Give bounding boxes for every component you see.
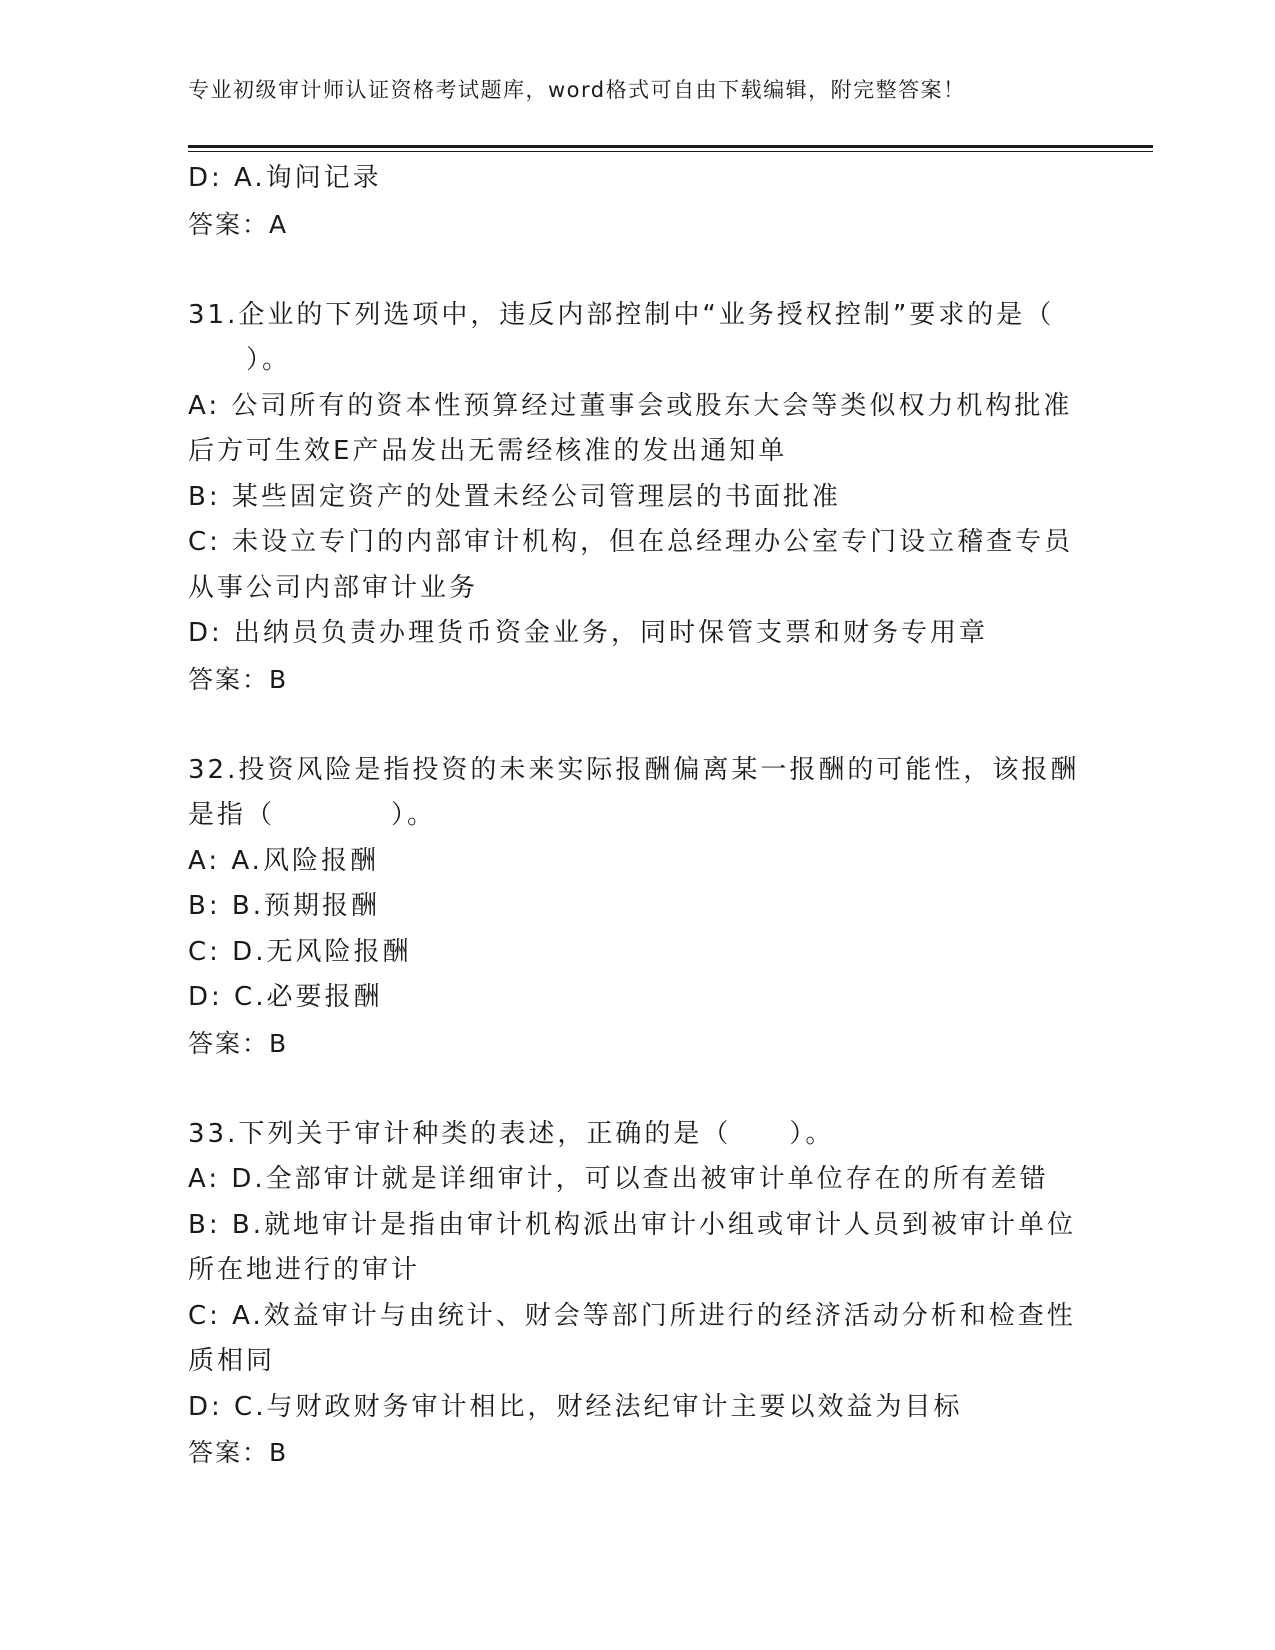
answer-line: 答案：A <box>188 209 289 239</box>
option-line: C: D.无风险报酬 <box>188 936 412 967</box>
spacer <box>188 247 1078 293</box>
option-line: C: A.效益审计与由统计、财会等部门所进行的经济活动分析和检查性 <box>188 1300 1076 1331</box>
question-31 <box>188 293 1078 703</box>
answer-line: 答案：B <box>188 1438 289 1467</box>
spacer <box>188 702 1078 748</box>
page-header: 专业初级审计师认证资格考试题库，word格式可自由下载编辑，附完整答案！ <box>188 78 966 102</box>
question-stem: ）。 <box>188 345 292 375</box>
question-stem: 31.企业的下列选项中，违反内部控制中“业务授权控制”要求的是（ <box>188 299 1055 330</box>
option-line: B: 某些固定资产的处置未经公司管理层的书面批准 <box>188 481 841 512</box>
option-line: 后方可生效E产品发出无需经核准的发出通知单 <box>188 436 788 466</box>
question-stem: 32.投资风险是指投资的未来实际报酬偏离某一报酬的可能性，该报酬 <box>188 754 1080 785</box>
option-line: 从事公司内部审计业务 <box>188 572 479 603</box>
option-line: B: B.就地审计是指由审计机构派出审计小组或审计人员到被审计单位 <box>188 1209 1076 1240</box>
spacer <box>188 1066 1078 1112</box>
option-line: A: 公司所有的资本性预算经过董事会或股东大会等类似权力机构批准 <box>188 390 1073 421</box>
option-line: C: 未设立专门的内部审计机构，但在总经理办公室专门设立稽查专员 <box>188 527 1074 557</box>
option-line: D: C.与财政财务审计相比，财经法纪审计主要以效益为目标 <box>188 1391 963 1422</box>
option-line: 所在地进行的审计 <box>188 1255 421 1285</box>
option-line: D: C.必要报酬 <box>188 982 383 1012</box>
header-rule-thin <box>188 151 1153 152</box>
option-line: A: A.风险报酬 <box>188 845 379 876</box>
question-stem: 是指（ ）。 <box>188 800 437 830</box>
question-content <box>188 156 1078 1476</box>
question-33 <box>188 1112 1078 1476</box>
option-line: A: D.全部审计就是详细审计，可以查出被审计单位存在的所有差错 <box>188 1164 1049 1194</box>
answer-line: 答案：B <box>188 664 289 694</box>
option-line: 质相同 <box>188 1346 276 1376</box>
option-line: D: 出纳员负责办理货币资金业务，同时保管支票和财务专用章 <box>188 618 989 648</box>
option-line: B: B.预期报酬 <box>188 891 380 921</box>
header-rule-thick <box>188 145 1153 148</box>
question-32 <box>188 748 1078 1067</box>
question-stem: 33.下列关于审计种类的表述，正确的是（ ）。 <box>188 1118 835 1149</box>
answer-line: 答案：B <box>188 1028 289 1058</box>
option-line: D: A.询问记录 <box>188 163 382 193</box>
